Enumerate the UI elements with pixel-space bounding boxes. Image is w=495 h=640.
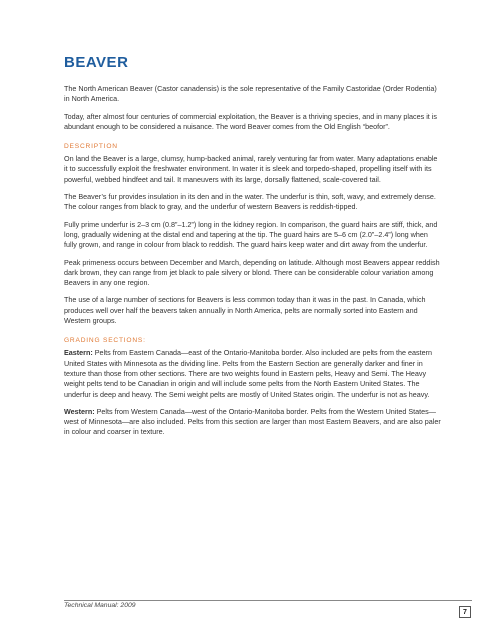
western-label: Western:: [64, 406, 95, 416]
page-title: BEAVER: [64, 54, 129, 71]
description-paragraph: Peak primeness occurs between December and March, depending on latitude. Although most Beavers appear reddish dark brown, they can range from jet black to pale silvery or blond. There can be considerable colour variation among Beavers in any one region.: [64, 257, 440, 288]
description-heading: DESCRIPTION: [64, 143, 118, 151]
eastern-paragraph: [64, 348, 442, 399]
article-body: [64, 84, 442, 445]
description-paragraph: The Beaver’s fur provides insulation in its den and in the water. The underfur is thin, soft, wavy, and extremely dense. The colour ranges from black to gray, and the underfur of western Beavers is reddish-tipped.: [64, 192, 436, 212]
eastern-label: Eastern:: [64, 348, 93, 358]
intro-paragraph: The North American Beaver (Castor canadensis) is the sole representative of the Family Castoridae (Order Rodentia) in North America.: [64, 84, 437, 104]
footer-title: Technical Manual: 2009: [64, 602, 136, 609]
western-paragraph: [64, 407, 442, 438]
western-text: Pelts from Western Canada—west of the Ontario-Manitoba border. Pelts from the Western United States—west of Minnesota—are also included. Pelts from this section are larger than most Eastern Beavers, and are also paler in colour and coarser in texture.: [64, 406, 441, 437]
page-number: 7: [459, 606, 471, 618]
intro-paragraph: Today, after almost four centuries of commercial exploitation, the Beaver is a thriving species, and in many places it is abundant enough to be considered a nuisance. The word Beaver comes from the Old English “beofor”.: [64, 111, 437, 131]
eastern-text: Pelts from Eastern Canada—east of the Ontario-Manitoba border. Also included are pelts from the eastern United States with Minnesota as the dividing line. Pelts from the Eastern Section are generally darker and finer in texture than those from other sections. There are two weights found in Eastern pelts, Heavy and Semi. The Heavy weight pelts tend to be Canadian in origin and will include some pelts from the North Eastern United States. The underfur is deep and heavy. The Semi weight pelts are mostly of United States origin. The underfur is not as heavy.: [64, 348, 432, 399]
description-paragraph: The use of a large number of sections for Beavers is less common today than it was in the past. In Canada, which produces well over half the beavers taken annually in North America, pelts are normally sorted into Eastern and Western groups.: [64, 295, 426, 326]
description-paragraph: On land the Beaver is a large, clumsy, hump-backed animal, rarely venturing far from water. Many adaptations enable it to successfully exploit the freshwater environment. In water it is sleek and torpedo-shaped, propelling itself with its powerful, webbed hindfeet and tail. It maneuvers with its large, dorsally flattened, scale-covered tail.: [64, 154, 438, 184]
footer-divider: [64, 600, 472, 601]
description-paragraph: Fully prime underfur is 2–3 cm (0.8”–1.2”) long in the kidney region. In comparison, the guard hairs are stiff, thick, and long, gradually widening at the distal end and tapering at the tip. The guard hairs are 5–6 cm (2.0”–2.4”) long when fully grown, and range in colour from black to reddish. The guard hairs keep water and dirt away from the underfur.: [64, 219, 438, 250]
grading-heading: GRADING SECTIONS:: [64, 337, 146, 345]
